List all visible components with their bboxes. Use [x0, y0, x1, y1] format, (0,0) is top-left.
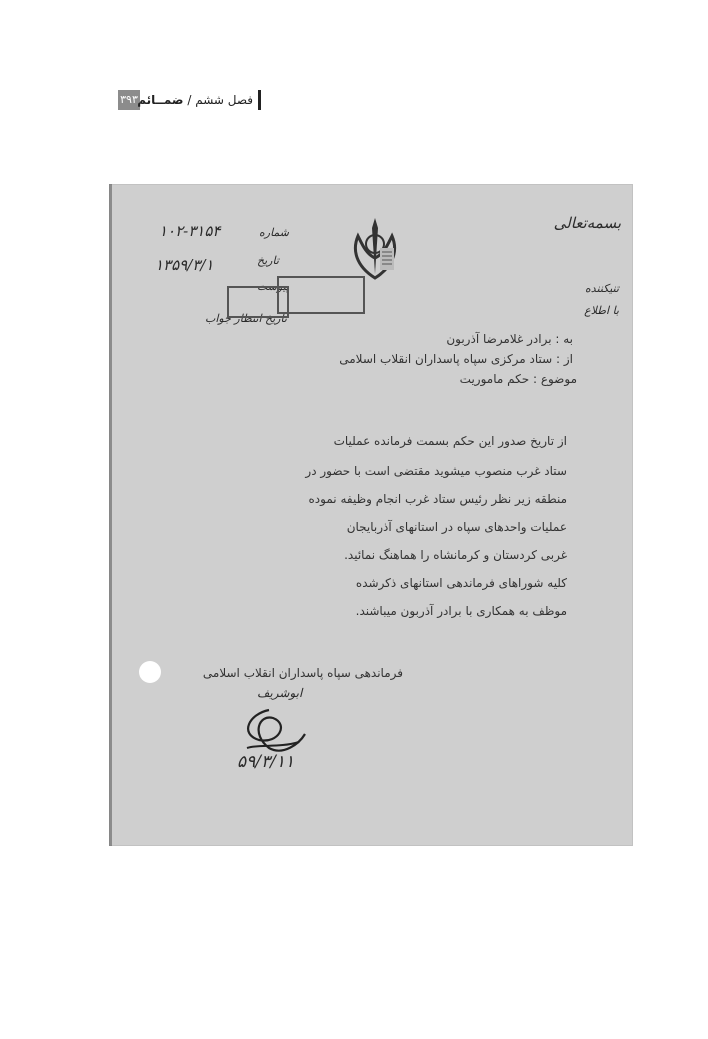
corner-word: بسمه‌تعالی — [553, 214, 621, 232]
date-label: تاریخ — [257, 254, 279, 267]
signature-date: ۵۹/۳/۱۱ — [237, 752, 295, 772]
irgc-emblem — [344, 214, 406, 284]
punch-hole — [139, 661, 161, 683]
scan-edge — [109, 184, 112, 846]
body-line: از تاریخ صدور این حکم بسمت فرمانده عملیات — [333, 434, 567, 448]
number-label: شماره — [259, 226, 290, 239]
section-title: ضمــائم — [137, 93, 184, 107]
signature-org: فرماندهی سپاه پاسداران انقلاب اسلامی — [202, 666, 403, 680]
body-line: موظف به همکاری با برادر آذربون میباشند. — [355, 604, 567, 618]
body-line: منطقه زیر نظر رئیس ستاد غرب انجام وظیفه نموده — [308, 492, 567, 506]
number-value: ۱۰۲-۳۱۵۴ — [159, 222, 221, 240]
header-rule — [258, 90, 261, 110]
for-info: با اطلاع — [584, 304, 619, 317]
body-line: ستاد غرب منصوب میشوید مقتضی است با حضور در — [305, 464, 567, 478]
signature-name: ابوشریف — [257, 686, 303, 700]
stamp-box-1 — [277, 276, 365, 314]
running-header — [137, 90, 253, 110]
date-value: ۱۳۵۹/۳/۱ — [155, 256, 214, 274]
from-line: از : ستاد مرکزی سپاه پاسداران انقلاب اسلامی — [339, 352, 573, 366]
scanned-document — [109, 184, 633, 846]
body-line: غربی کردستان و کرمانشاه را هماهنگ نمائید. — [344, 548, 567, 562]
chapter-title: فصل ششم / — [183, 93, 253, 107]
stamp-box-2 — [227, 286, 289, 318]
body-line: عملیات واحدهای سپاه در استانهای آذربایجان — [346, 520, 567, 534]
attachment-label: پیوست — [257, 280, 290, 293]
subject-line: موضوع : حکم ماموریت — [459, 372, 577, 386]
copy-to: تنیکننده — [585, 282, 619, 295]
page-header — [118, 90, 261, 110]
body-line: کلیه شوراهای فرماندهی استانهای ذکرشده — [355, 576, 567, 590]
to-line: به : برادر غلامرضا آذربون — [446, 332, 573, 346]
page-number: ۳۹۳ — [118, 90, 140, 110]
reply-date-label: تاریخ انتظار جواب — [205, 312, 287, 325]
